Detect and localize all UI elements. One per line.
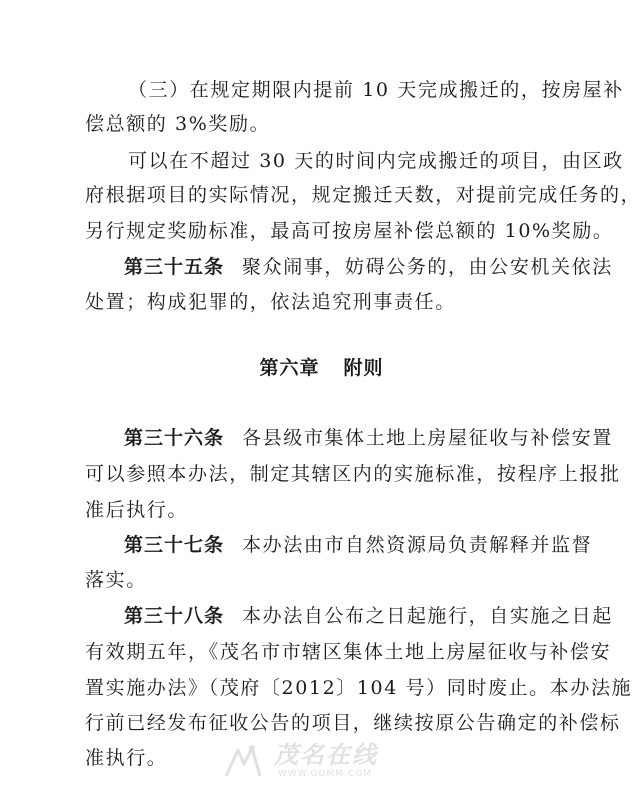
paragraph-line: 准后执行。	[85, 499, 189, 521]
paragraph-line: 有效期五年，《茂名市市辖区集体土地上房屋征收与补偿安	[85, 641, 612, 663]
chapter-heading	[0, 356, 643, 380]
article-38-title: 第三十八条	[124, 605, 225, 627]
watermark-title: 茂名在线	[274, 741, 378, 769]
paragraph-line: 落实。	[85, 569, 147, 591]
article-36-line	[124, 426, 613, 450]
article-35-title: 第三十五条	[124, 256, 225, 278]
paragraph-line: 可以在不超过 30 天的时间内完成搬迁的项目，由区政	[128, 150, 624, 172]
watermark-logo-icon	[222, 742, 264, 782]
chapter-name: 附则	[343, 357, 384, 379]
paragraph-line: 置实施办法》（茂府〔2012〕104 号）同时废止。本办法施	[85, 677, 633, 699]
chapter-label: 第六章	[259, 357, 320, 379]
watermark	[222, 742, 422, 782]
paragraph-line: 准执行。	[85, 747, 168, 769]
watermark-url: WWW.GDMM.COM	[278, 769, 372, 779]
paragraph-line: 可以参照本办法，制定其辖区内的实施标准，按程序上报批	[85, 463, 621, 485]
paragraph-line: 另行规定奖励标准，最高可按房屋补偿总额的 10%奖励。	[85, 220, 614, 242]
paragraph-line: （三）在规定期限内提前 10 天完成搬迁的，按房屋补	[128, 79, 624, 101]
article-37-text: 本办法由市自然资源局负责解释并监督	[242, 534, 593, 556]
article-35-text: 聚众闹事，妨碍公务的，由公安机关依法	[242, 256, 613, 278]
article-37-title: 第三十七条	[124, 534, 225, 556]
article-37-line	[124, 533, 592, 557]
article-38-line	[124, 604, 613, 628]
paragraph-line: 行前已经发布征收公告的项目，继续按原公告确定的补偿标	[85, 712, 621, 734]
article-35-line	[124, 255, 613, 279]
article-38-text: 本办法自公布之日起施行，自实施之日起	[242, 605, 613, 627]
paragraph-line: 偿总额的 3%奖励。	[85, 113, 271, 135]
article-36-title: 第三十六条	[124, 427, 225, 449]
article-36-text: 各县级市集体土地上房屋征收与补偿安置	[242, 427, 613, 449]
paragraph-line: 府根据项目的实际情况，规定搬迁天数，对提前完成任务的，	[85, 184, 642, 206]
paragraph-line: 处置；构成犯罪的，依法追究刑事责任。	[85, 291, 456, 313]
